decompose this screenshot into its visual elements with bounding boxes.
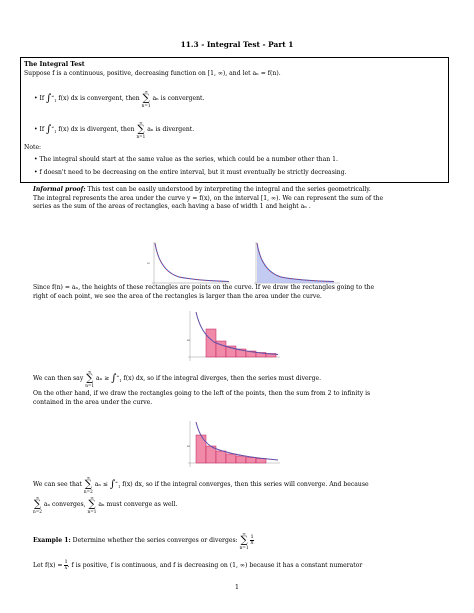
bullet2-integral: f(x) dx is divergent, then <box>58 126 135 133</box>
svg-text:a₁: a₁ <box>187 338 190 342</box>
fraction: $\frac{1}{x}$ <box>64 559 68 571</box>
converge-statement: We can see that ∞ ∑ n=2 $a_n \le \int^\infty_1$ f(x) dx, so if the integral converges, then this series will converge. And because <box>33 475 369 494</box>
informal-proof-paragraph: Informal proof: This test can be easily understood by interpreting the integral and the series geometrically. The integral represents the area under the curve y = f(x), on the interval [1, ∞). We can represent the sum of the series as the sum of the areas of rectangles, each having a base of width 1 and height aₙ . <box>33 186 384 211</box>
bullet2-if: If <box>39 126 45 133</box>
example-1: Example 1: Determine whether the series converges or diverges: ∞ ∑ n=1 $\frac{1}{n}$ <box>33 531 254 550</box>
sum-sign: ∞ ∑ n=1 <box>136 120 146 139</box>
informal-proof-label: Informal proof: <box>33 186 86 193</box>
sum-sign: ∞ ∑ n=2 <box>83 475 93 494</box>
theorem-bullet-2 <box>34 120 194 139</box>
sum-sign: ∞ ∑ n=2 <box>33 495 42 514</box>
figure-curves-pair <box>144 240 344 288</box>
integral-limits: ∞$_1$ <box>51 125 57 134</box>
integral-limits: ∞$_1$ <box>116 374 122 383</box>
example-1-solution: Let f(x) = $\frac{1}{x}$ . f is positive, f is continuous, and f is decreasing on (1, ∞) because it has a constant numerator <box>33 559 363 571</box>
integral-limits: ∞$_1$ <box>51 94 57 103</box>
sum-sign: ∞ ∑ n=1 <box>87 495 97 514</box>
integral-limits: ∞$_1$ <box>115 480 121 489</box>
theorem-intro: Suppose f is a continuous, positive, decreasing function on [1, ∞), and let aₙ = f(n). <box>24 70 281 77</box>
figure-lower-rectangles <box>184 421 284 469</box>
plot-right <box>254 242 340 285</box>
bullet1-integral: f(x) dx is convergent, then <box>58 95 140 102</box>
integral-sign: ∫ <box>111 372 117 384</box>
bullet-glyph: • <box>34 126 38 133</box>
rectangles-right-paragraph: Since f(n) = aₙ, the heights of these rectangles are points on the curve. If we draw the rectangles going to the right of each point, we see the area of the rectangles is larger than the area under the curve. <box>33 284 375 300</box>
plot-left <box>147 242 230 285</box>
sum-sign: ∞ ∑ n=1 <box>239 531 249 550</box>
example-label: Example 1: <box>33 537 71 544</box>
svg-text:a₁: a₁ <box>147 261 150 265</box>
bullet1-if: If <box>39 95 45 102</box>
svg-text:a₁: a₁ <box>187 444 190 448</box>
theorem-note-label: Note: <box>24 144 42 151</box>
integral-sign: ∫ <box>109 478 116 490</box>
fraction: $\frac{1}{n}$ <box>250 534 254 546</box>
figure-upper-rectangles <box>184 311 284 363</box>
integral-sign: ∫ <box>46 123 52 135</box>
theorem-bullet-1 <box>34 89 204 108</box>
theorem-note-2: • f doesn't need to be decreasing on the entire interval, but it must eventually be strictly decreasing. <box>34 169 347 176</box>
sum-sign: ∞ ∑ n=1 <box>141 89 151 108</box>
diverge-statement: We can then say ∞ ∑ n=1 $a_n \ge \int^\infty_1$ f(x) dx, so if the integral diverges, then the series must diverge. <box>33 369 322 388</box>
converge-statement-2: ∞ ∑ n=2 aₙ converges, ∞ ∑ n=1 aₙ must converge as well. <box>33 495 178 514</box>
bullet-glyph: • <box>34 95 38 102</box>
integral-sign: ∫ <box>46 92 52 104</box>
sum-sign: ∞ ∑ n=1 <box>85 369 95 388</box>
rectangles-left-paragraph: On the other hand, if we draw the rectangles going to the left of the points, then the sum from 2 to infinity is contained in the area under the curve. <box>33 390 371 406</box>
theorem-heading: The Integral Test <box>24 61 85 68</box>
bullet1-series: aₙ is convergent. <box>152 95 205 102</box>
page-number: 1 <box>235 584 239 591</box>
bullet2-series: aₙ is divergent. <box>147 126 195 133</box>
page-title: 11.3 - Integral Test - Part 1 <box>180 40 294 49</box>
theorem-note-1: • The integral should start at the same value as the series, which could be a number other than 1. <box>34 156 338 163</box>
